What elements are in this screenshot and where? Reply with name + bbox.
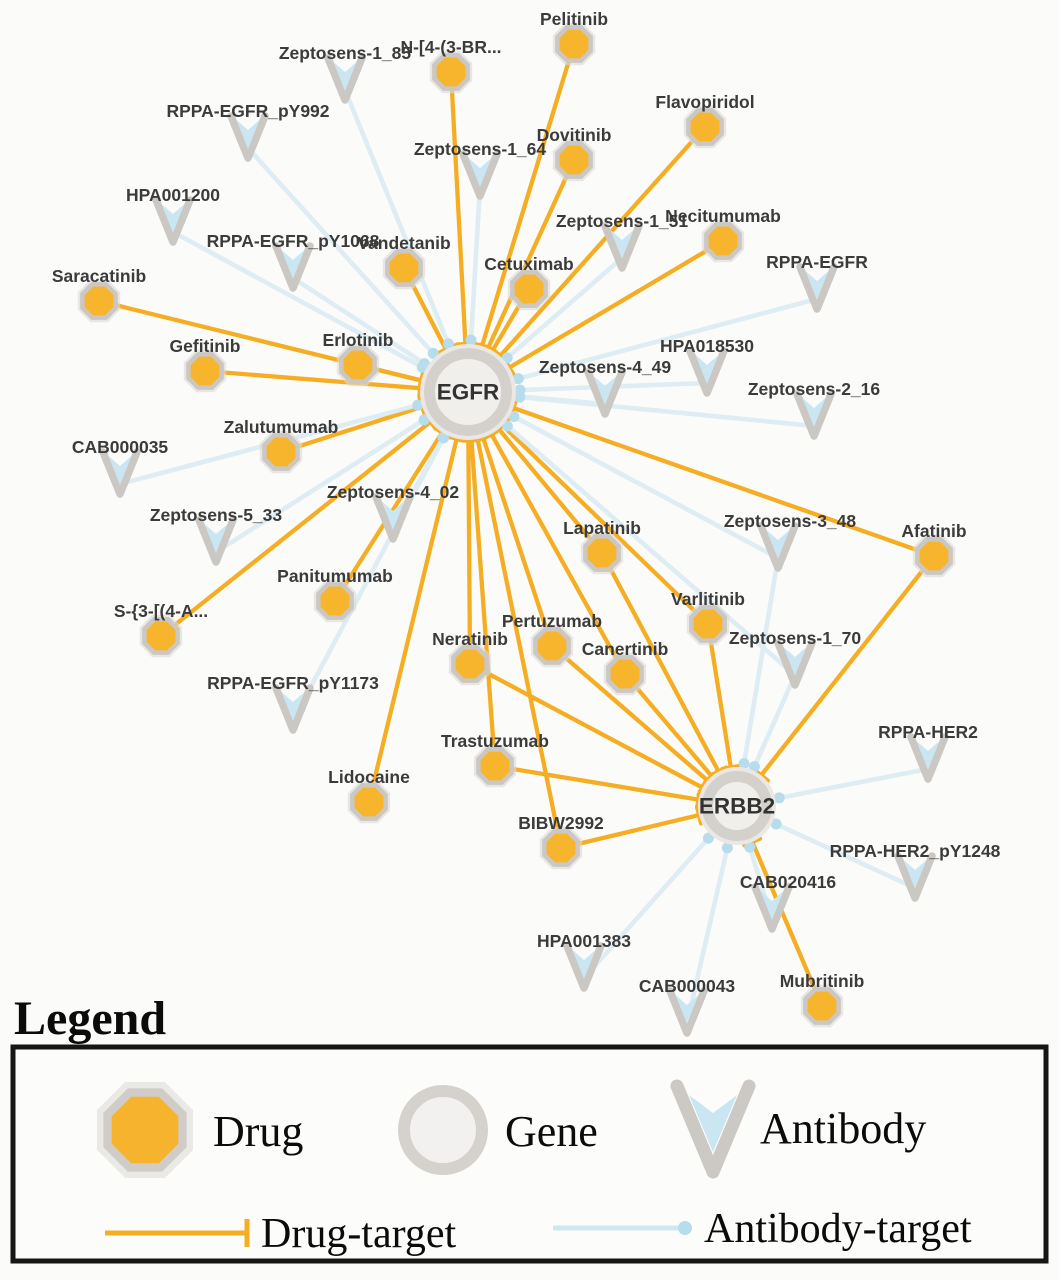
drug-octagon-vandetanib [387, 251, 420, 284]
drug-octagon-n-4-3-br [434, 55, 467, 88]
drug-node-pelitinib[interactable] [553, 23, 595, 65]
drug-node-varlitinib[interactable] [687, 603, 729, 645]
legend-antibody-target-label: Antibody-target [704, 1206, 972, 1252]
antibody-target-edge-cab000043-erbb2 [687, 848, 727, 1023]
antibody-target-edge-zeptosens-1-85-egfr [345, 90, 451, 344]
antibody-node-rppa-egfr-py992[interactable] [231, 116, 265, 158]
antibody-node-zeptosens-3-48[interactable] [761, 526, 795, 568]
antibody-label-cab000043: CAB000043 [638, 976, 736, 996]
drug-label-zalutumumab: Zalutumumab [223, 417, 339, 437]
drug-label-bibw2992: BIBW2992 [518, 813, 604, 833]
drug-octagon-saracatinib [82, 284, 115, 317]
antibody-label-rppa-egfr-py1173: RPPA-EGFR_pY1173 [207, 673, 379, 693]
antibody-label-rppa-her2: RPPA-HER2 [878, 722, 978, 742]
antibody-label-rppa-egfr: RPPA-EGFR [766, 252, 868, 272]
antibody-label-cab000035: CAB000035 [71, 437, 169, 457]
gene-circle-icon [404, 1091, 482, 1169]
antibody-target-edge-zeptosens-2-16-egfr [520, 397, 814, 426]
antibody-label-zeptosens-2-16: Zeptosens-2_16 [747, 379, 881, 399]
drug-node-bibw2992[interactable] [540, 827, 582, 869]
drug-label-pelitinib: Pelitinib [539, 9, 609, 29]
node-labels [52, 9, 1001, 996]
antibody-node-zeptosens-4-02[interactable] [376, 497, 410, 539]
drug-label-gefitinib: Gefitinib [169, 336, 241, 356]
drug-label-trastuzumab: Trastuzumab [441, 731, 549, 751]
antibody-node-zeptosens-5-33[interactable] [199, 520, 233, 562]
drug-octagon-necitumumab [706, 224, 739, 257]
drug-node-trastuzumab[interactable] [474, 745, 516, 787]
drug-octagon-cetuximab [512, 272, 545, 305]
drug-label-flavopiridol: Flavopiridol [655, 92, 755, 112]
antibody-node-zeptosens-1-51[interactable] [605, 226, 639, 268]
antibody-node-rppa-her2-py1248[interactable] [898, 856, 932, 898]
antibody-label-zeptosens-1-70: Zeptosens-1_70 [728, 628, 862, 648]
antibody-label-zeptosens-3-48: Zeptosens-3_48 [723, 511, 857, 531]
legend-title: Legend [14, 992, 167, 1045]
drug-octagon-afatinib [917, 539, 950, 572]
drug-octagon-dovitinib [557, 143, 590, 176]
legend-drug-label: Drug [213, 1107, 304, 1156]
drug-node-pertuzumab[interactable] [531, 625, 573, 667]
drug-label-s-3-4-a: S-{3-[(4-A... [113, 601, 209, 621]
drug-octagon-canertinib [608, 657, 641, 690]
antibody-node-zeptosens-1-70[interactable] [778, 643, 812, 685]
drug-node-necitumumab[interactable] [702, 220, 744, 262]
network-layer [52, 9, 1001, 1033]
drug-node-neratinib[interactable] [449, 643, 491, 685]
drug-node-dovitinib[interactable] [553, 139, 595, 181]
drug-label-vandetanib: Vandetanib [357, 233, 451, 253]
antibody-node-zeptosens-1-85[interactable] [328, 58, 362, 100]
legend-gene-label: Gene [505, 1107, 598, 1156]
antibody-label-zeptosens-1-64: Zeptosens-1_64 [413, 139, 547, 159]
antibody-target-dot-zeptosens-1-64 [466, 335, 477, 346]
antibody-label-zeptosens-1-51: Zeptosens-1_51 [555, 211, 689, 231]
antibody-label-hpa018530: HPA018530 [659, 336, 755, 356]
antibody-node-rppa-egfr-py1068[interactable] [276, 246, 310, 288]
antibody-label-rppa-egfr-py1068: RPPA-EGFR_pY1068 [206, 231, 380, 251]
antibody-target-edge-zeptosens-3-48-erbb2 [744, 558, 778, 764]
drug-node-gefitinib[interactable] [184, 350, 226, 392]
antibody-node-hpa001200[interactable] [156, 200, 190, 242]
antibody-node-cab000035[interactable] [103, 452, 137, 494]
antibody-label-rppa-her2-py1248: RPPA-HER2_pY1248 [829, 841, 1001, 861]
drug-label-erlotinib: Erlotinib [322, 330, 394, 350]
antibody-label-hpa001383: HPA001383 [536, 931, 632, 951]
drug-label-necitumumab: Necitumumab [665, 206, 781, 226]
drug-node-erlotinib[interactable] [337, 344, 379, 386]
drug-node-saracatinib[interactable] [78, 280, 120, 322]
antibody-label-zeptosens-5-33: Zeptosens-5_33 [149, 505, 283, 525]
antibody-target-edge-zeptosens-1-70-erbb2 [754, 675, 795, 767]
drug-node-canertinib[interactable] [604, 653, 646, 695]
antibody-node-zeptosens-1-64[interactable] [463, 154, 497, 196]
drug-node-flavopiridol[interactable] [684, 106, 726, 148]
drug-target-edge-trastuzumab-egfr [471, 440, 495, 766]
antibody-node-rppa-egfr-py1173[interactable] [276, 688, 310, 730]
drug-label-dovitinib: Dovitinib [536, 125, 612, 145]
legend-antibody-label: Antibody [760, 1104, 927, 1153]
drug-octagon-s-3-4-a [144, 619, 177, 652]
gene-label-erbb2: ERBB2 [698, 793, 776, 819]
drug-octagon-panitumumab [318, 584, 351, 617]
drug-octagon-varlitinib [691, 607, 724, 640]
drug-label-varlitinib: Varlitinib [671, 589, 745, 609]
antibody-target-edge-rppa-her2-erbb2 [779, 769, 928, 798]
drug-target-edge-varlitinib-erbb2 [708, 624, 731, 767]
drug-label-canertinib: Canertinib [581, 639, 669, 659]
antibody-label-cab020416: CAB020416 [739, 872, 837, 892]
antibody-label-zeptosens-1-85: Zeptosens-1_85 [278, 43, 412, 63]
antibody-label-hpa001200: HPA001200 [125, 185, 221, 205]
drug-node-cetuximab[interactable] [508, 268, 550, 310]
drug-octagon-neratinib [453, 647, 486, 680]
drug-octagon-pelitinib [557, 27, 590, 60]
antibody-target-edge-hpa001383-erbb2 [584, 838, 708, 978]
drug-octagon-lapatinib [585, 536, 618, 569]
drug-octagon-mubritinib [805, 989, 838, 1022]
antibody-node-hpa001383[interactable] [567, 946, 601, 988]
antibody-label-rppa-egfr-py992: RPPA-EGFR_pY992 [166, 101, 330, 121]
drug-node-s-3-4-a[interactable] [140, 615, 182, 657]
legend-drug-target-label: Drug-target [261, 1211, 457, 1257]
drug-label-afatinib: Afatinib [901, 521, 967, 541]
gene-label-egfr: EGFR [436, 379, 500, 405]
drug-octagon-bibw2992 [544, 831, 577, 864]
drug-node-mubritinib[interactable] [801, 985, 843, 1027]
drug-octagon-lidocaine [352, 785, 385, 818]
antibody-node-zeptosens-2-16[interactable] [797, 394, 831, 436]
drug-node-n-4-3-br[interactable] [430, 51, 472, 93]
antibody-label-zeptosens-4-02: Zeptosens-4_02 [326, 482, 460, 502]
legend-drug-icon [97, 1082, 193, 1178]
drug-label-pertuzumab: Pertuzumab [501, 611, 603, 631]
drug-node-lapatinib[interactable] [581, 532, 623, 574]
drug-octagon-icon [112, 1097, 179, 1164]
antibody-target-edge-zeptosens-1-64-egfr [471, 186, 480, 340]
drug-octagon-trastuzumab [478, 749, 511, 782]
antibody-node-cab000043[interactable] [670, 991, 704, 1033]
drug-node-afatinib[interactable] [913, 535, 955, 577]
drug-label-n-4-3-br: N-[4-(3-BR... [400, 37, 502, 57]
drug-label-lapatinib: Lapatinib [563, 518, 641, 538]
drug-octagon-flavopiridol [688, 110, 721, 143]
drug-label-cetuximab: Cetuximab [484, 254, 574, 274]
antibody-node-hpa018530[interactable] [690, 351, 724, 393]
drug-label-lidocaine: Lidocaine [328, 767, 410, 787]
drug-node-lidocaine[interactable] [348, 781, 390, 823]
drug-target-edge-n-4-3-br-egfr [451, 72, 465, 344]
drug-label-panitumumab: Panitumumab [277, 566, 393, 586]
legend [13, 992, 1046, 1261]
drug-node-panitumumab[interactable] [314, 580, 356, 622]
drug-label-neratinib: Neratinib [432, 629, 508, 649]
drug-octagon-pertuzumab [535, 629, 568, 662]
antibody-label-zeptosens-4-49: Zeptosens-4_49 [538, 357, 672, 377]
drug-octagon-zalutumumab [264, 435, 297, 468]
drug-octagon-gefitinib [188, 354, 221, 387]
drug-node-zalutumumab[interactable] [260, 431, 302, 473]
drug-label-saracatinib: Saracatinib [51, 266, 147, 286]
drug-node-vandetanib[interactable] [383, 247, 425, 289]
drug-target-edge-flavopiridol-egfr [500, 127, 705, 356]
antibody-target-dot-icon [678, 1221, 692, 1235]
drug-octagon-erlotinib [341, 348, 374, 381]
drug-label-mubritinib: Mubritinib [779, 971, 865, 991]
